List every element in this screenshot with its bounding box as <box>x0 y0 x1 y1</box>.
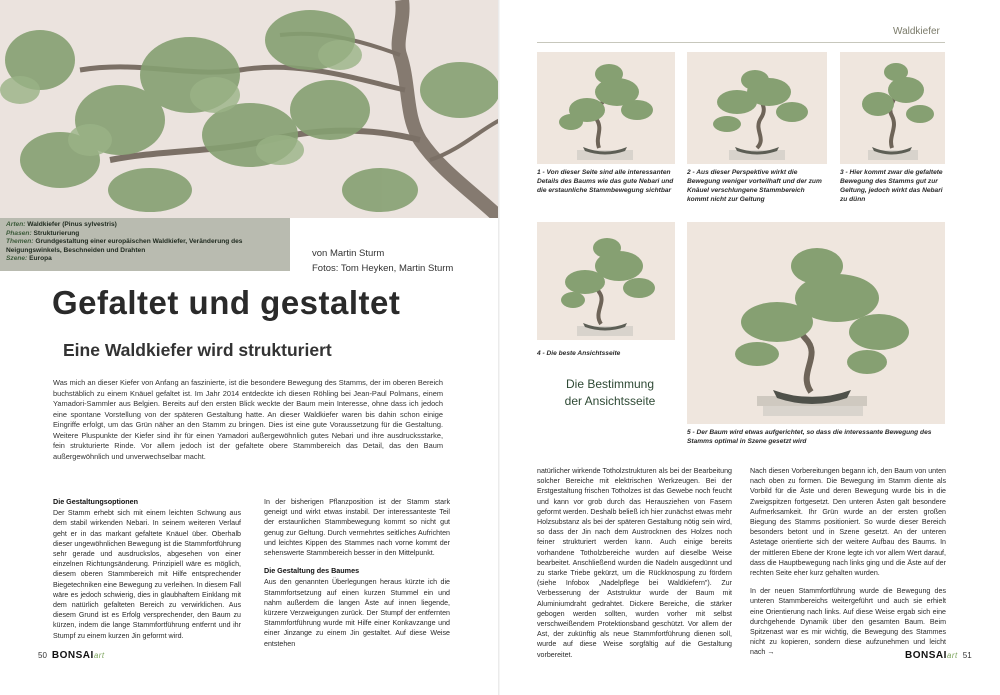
photo-5-caption: 5 - Der Baum wird etwas aufgerichtet, so dass die interessante Bewegung des Stamms optimal in Szene gesetzt wird <box>687 429 932 445</box>
text-column-3 <box>537 466 732 668</box>
byline <box>312 246 453 276</box>
column-paragraph: In der bisherigen Pflanzposition ist der Stamm stark geneigt und wirkt etwas instabil. Der interessanteste Teil der erstaunlichen Stammbewegung kommt so nicht gut genug zur Geltung. Durch vermehrtes seitliches Aufrichten und leichtes Kippen des Stammes nach vorne kommt der sehenswerte Stammbereich besser in den Mittelpunkt. <box>264 498 450 558</box>
infobox-row: Arten: Waldkiefer (Pinus sylvestris) <box>6 221 117 228</box>
article-subtitle: Eine Waldkiefer wird strukturiert <box>63 340 332 360</box>
column-heading: Die Gestaltungsoptionen <box>53 497 139 506</box>
bonsai-illustration <box>840 52 945 164</box>
photo-1-caption: 1 - Von dieser Seite sind alle interessanten Details des Baums wie das gute Nebari und die erstaunliche Stammbewegung sichtbar <box>537 169 674 194</box>
bonsai-illustration <box>687 222 945 424</box>
photo-3-caption: 3 - Hier kommt zwar die gefaltete Bewegung des Stamms gut zur Geltung, jedoch wirkt das Nebari zu dünn <box>840 169 943 203</box>
page-number: 50 <box>38 651 47 660</box>
photo-2-bonsai-side <box>687 52 827 164</box>
article-infobox <box>0 218 290 271</box>
page-number: 51 <box>962 651 972 660</box>
right-folio <box>905 650 972 661</box>
magazine-brand: BONSAIart <box>905 650 958 661</box>
text-column-1 <box>53 497 241 649</box>
photo-5-bonsai-upright <box>687 222 945 424</box>
section-label: Waldkiefer <box>893 26 940 37</box>
article-lead: Was mich an dieser Kiefer von Anfang an faszinierte, ist die besondere Bewegung des Stamms, der im oberen Bereich buchstäblich zu einem Knäuel gefaltet ist. Im Jahr 2014 entdeckte ich diesen Röhling bei Jean-Paul Polmans, einem Yamadori-Sammler aus Belgien. Bereits auf den ersten Blick weckte der Baum mein Interesse, ohne dass ich jedoch eine spontane Vorstellung von der späteren Gestaltung hatte. An dieser Waldkiefer waren bis dahin schon einige Eingriffe erfolgt, um das Grün näher an den Stamm zu bringen. Dies ist eine gute Voraussetzung für die Gestaltung. Weitere Pluspunkte der Kiefer sind ihr für einen Yamadori außergewöhnlich gutes Nebari und ihre ausdrucksstarke, fein strukturierte Rinde. Vor allem jedoch ist der gefaltete obere Stammbereich das Detail, das den Baum außergewöhnlich und unverwechselbar macht. <box>53 378 443 461</box>
photo-4-caption: 4 - Die beste Ansichtsseite <box>537 350 621 357</box>
infobox-row: Themen: Grundgestaltung einer europäischen Waldkiefer, Veränderung des Neigungswinkels, Beschneiden und Drahten <box>6 238 243 254</box>
infobox-row: Szene: Europa <box>6 255 52 263</box>
photo-1-bonsai-front <box>537 52 675 164</box>
column-paragraph: In der neuen Stammfortführung wurde die Bewegung des unteren Stammbereichs weitergeführt und auch sie erhielt eine Orientierung nach links. Auf diese Weise ergab sich eine durchgehende Dynamik über den gesamten Baum. Beim Spitzenast war es mir wichtig, die Bewegung des Stammes nicht zu kopieren, sondern diese aufzunehmen und leicht nach → <box>750 587 946 657</box>
column-paragraph: Der Stamm erhebt sich mit einem leichten Schwung aus dem stabil wirkenden Nebari. In seinem weiteren Verlauf geht er in das markant gefaltete Knäuel über. Oberhalb dieser ungewöhnlichen Bewegung ist die Stammfortführung sehr gerade und ausdruckslos, abgesehen von einer einzelnen Richtungsänderung. Prinzipiell wäre es möglich, diesem oberen Stammbereich mit Hilfe entsprechender Biegetechniken eine Bewegung zu verleihen. In diesem Fall wäre es jedoch schwierig, dies in glaubhaftem Einklang mit dem natürlich gefalteten Bereich zu verwirklichen. Aus diesem Grund ist es Erfolg versprechender, den Baum zu kürzen, indem die lange Stammfortführung entfernt und ihr Stumpf zu einem kurzen Jin geformt wird. <box>53 509 241 640</box>
article-title: Gefaltet und gestaltet <box>52 284 401 321</box>
photo-4-bonsai-best-view <box>537 222 675 340</box>
section-rule <box>537 42 945 43</box>
text-column-4 <box>750 466 946 666</box>
photo-3-bonsai-alternate <box>840 52 945 164</box>
infobox-row: Phasen: Strukturierung <box>6 229 80 237</box>
column-paragraph: Nach diesen Vorbereitungen begann ich, den Baum von unten nach oben zu formen. Die Bewegung im Stamm diente als Vorbild für die Äste und deren Bewegung wurde bis in die Zweigspitzen fortgesetzt. Den unteren Ästen galt besondere Aufmerksamkeit. Ihr Grün wurde an der ersten großen Biegung des Stamms positioniert. So wurde dieser Bereich besonders betont und in Szene gesetzt. An der unteren Astetage orientierte sich der weitere Aufbau des Baums. In der mittleren Ebene der Krone legte ich vor allem Wert darauf, dass die Hauptbewegung nach links ging und die Äste auf der rechten Seite eher kurz gehalten wurden. <box>750 467 946 578</box>
magazine-brand: BONSAIart <box>51 650 105 661</box>
bonsai-illustration <box>687 52 827 164</box>
left-folio <box>38 650 105 661</box>
photo-2-caption: 2 - Aus dieser Perspektive wirkt die Bewegung weniger vorteilhaft und der zum Knäuel verschlungene Stammbereich kommt nicht zur Geltung <box>687 169 822 203</box>
bonsai-illustration <box>537 52 675 164</box>
hero-photo-pine-branches <box>0 0 500 218</box>
text-column-2 <box>264 497 450 657</box>
column-paragraph: natürlicher wirkende Totholzstrukturen als bei der Bearbeitung solcher Bereiche mit elektrischen Werkzeugen. Bei der Erstgestaltung frischen Totholzes ist das Gewebe noch feucht und kann vor grob durch das Herausziehen von Fasern geformt werden. Deshalb beließ ich hier zunächst etwas mehr Holzsubstanz als bei der späteren Gestaltung nötig sein wird, so dass der Jin nach dem Austrocknen des Holzes noch feiner strukturiert werden kann. Auch einige bereits vorhandene Totholzbereiche wurden auf dieselbe Weise bearbeitet. Anschließend wurden die Nadeln ausgedünnt und zu starke Triebe gekürzt, um die Rückknospung zu fördern (siehe Infobox „Nadelpflege bei Waldkiefern"). Zur Verbesserung der Aststruktur wurde der Baum mit Aluminiumdraht gedrahtet. Dickere Bereiche, die stärker gebogen werden sollten, wurden vorher mit selbst verschweißendem Protektionsband geschützt. Vor allem der Ast, der zukünftig als neue Stammfortführung dienen soll, wurde auf diese Weise sorgfältig auf die Gestaltung vorbereitet. <box>537 467 732 659</box>
bonsai-illustration <box>537 222 675 340</box>
section-subheading: Die Bestimmung der Ansichtsseite <box>564 377 656 408</box>
pine-branches-illustration <box>0 0 500 218</box>
column-paragraph: Aus den genannten Überlegungen heraus kürzte ich die Stammfortsetzung auf einen kurzen Stummel ein und nahm außerdem die langen Äste auf innen liegende, kürzere Verzweigungen zurück. Der Stumpf der entfernten Stammfortführung wurde mit Hilfe einer Konkavzange und einer Jinzange zu einem Jin gestaltet. Auf diese Weise entstehen <box>264 578 450 648</box>
byline-photos: Fotos: Tom Heyken, Martin Sturm <box>312 263 454 274</box>
continue-arrow-icon: → <box>767 648 775 657</box>
column-heading: Die Gestaltung des Baumes <box>264 566 360 576</box>
byline-author: von Martin Sturm <box>312 248 385 259</box>
